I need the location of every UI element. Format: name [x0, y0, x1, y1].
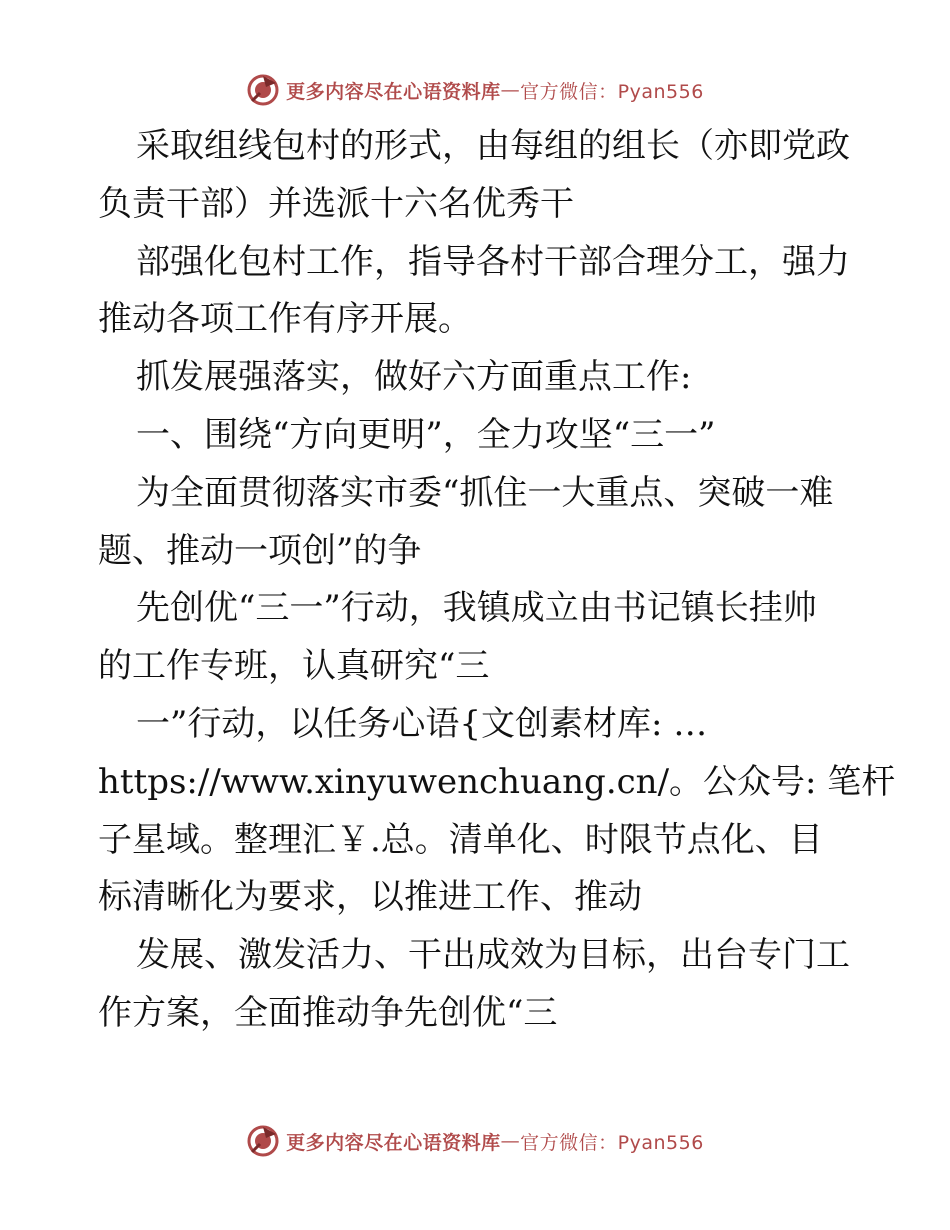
document-line: 先创优“三一”行动，我镇成立由书记镇长挂帅 — [136, 588, 817, 629]
header-contact: 官方微信：Pyan556 — [520, 80, 704, 103]
header-separator: — — [500, 79, 521, 101]
footer-contact: 官方微信：Pyan556 — [520, 1131, 704, 1154]
document-line: 一”行动，以任务心语{文创素材库: … — [136, 703, 708, 744]
footer-separator: — — [500, 1130, 521, 1152]
document-line: 抓发展强落实，做好六方面重点工作: — [136, 357, 692, 398]
document-body — [98, 118, 896, 1043]
document-line: 负责干部）并选派十六名优秀干 — [98, 183, 574, 224]
document-line: 为全面贯彻落实市委“抓住一大重点、突破一难 — [136, 472, 834, 513]
document-line: 一、围绕“方向更明”，全力攻坚“三一” — [136, 414, 716, 455]
header-banner — [0, 70, 950, 110]
header-brand: 更多内容尽在心语资料库 — [286, 80, 501, 103]
document-line: 子星域。整理汇￥.总。清单化、时限节点化、目 — [98, 819, 823, 860]
document-line: 采取组线包村的形式，由每组的组长（亦即党政 — [136, 126, 850, 166]
document-line: 部强化包村工作，指导各村干部合理分工，强力 — [136, 241, 850, 282]
document-line: https://www.xinyuwenchuang.cn/。公众号: 笔杆 — [98, 761, 896, 802]
document-line: 标清晰化为要求，以推进工作、推动 — [98, 877, 642, 918]
quill-seal-icon — [246, 73, 280, 107]
footer-banner — [0, 1121, 950, 1161]
document-line: 题、推动一项创”的争 — [98, 530, 422, 571]
document-line: 推动各项工作有序开展。 — [98, 299, 472, 340]
document-line: 作方案，全面推动争先创优“三 — [98, 992, 558, 1033]
quill-seal-icon — [246, 1124, 280, 1158]
footer-brand: 更多内容尽在心语资料库 — [286, 1131, 501, 1154]
document-line: 发展、激发活力、干出成效为目标，出台专门工 — [136, 935, 850, 976]
document-line: 的工作专班，认真研究“三 — [98, 646, 490, 687]
